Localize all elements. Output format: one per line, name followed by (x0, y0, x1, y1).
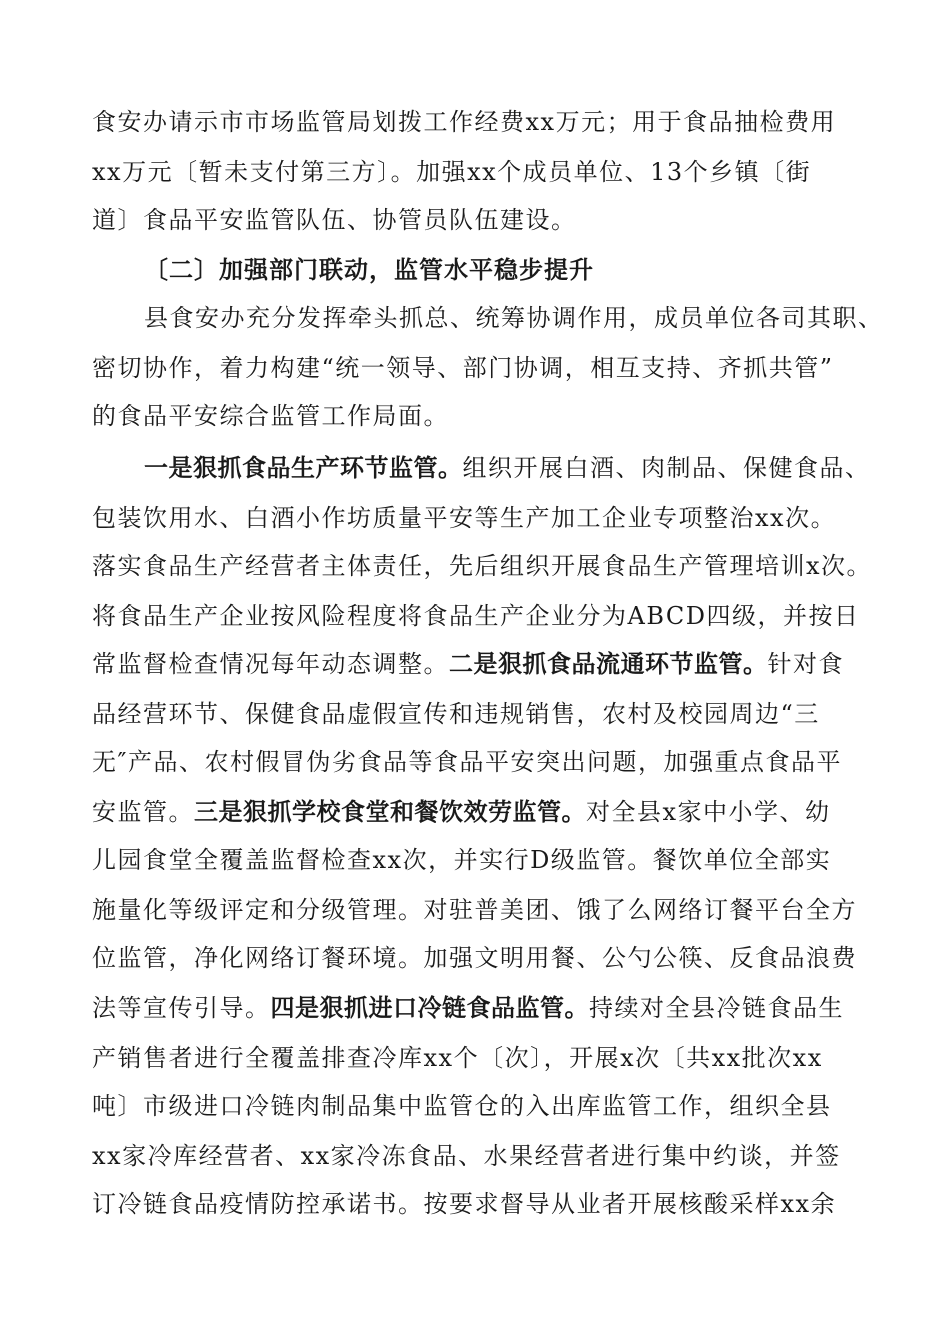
text-line: 订冷链食品疫情防控承诺书。按要求督导从业者开展核酸采样xx余 (92, 1190, 837, 1218)
text-line: 的食品平安综合监管工作局面。 (92, 402, 449, 430)
text-line: 县食安办充分发挥牵头抓总、统筹协调作用，成员单位各司其职、 (144, 304, 884, 332)
text-span: 持续对全县冷链食品生 (589, 994, 844, 1022)
text-span: 组织开展白酒、肉制品、保健食品、 (462, 454, 871, 482)
text-line: 落实食品生产经营者主体责任，先后组织开展食品生产管理培训x次。 (92, 552, 873, 580)
bold-lead-phrase: 一是狠抓食品生产环节监管。 (144, 454, 463, 482)
text-line: xx家冷库经营者、xx家冷冻食品、水果经营者进行集中约谈，并签 (92, 1142, 841, 1170)
text-line: 无″产品、农村假冒伪劣食品等食品平安突出问题，加强重点食品平 (92, 748, 842, 776)
paragraph-line (92, 984, 844, 1032)
text-span: 针对食 (767, 650, 844, 678)
paragraph-line (144, 444, 871, 492)
paragraph-line (92, 788, 831, 836)
text-line: 施量化等级评定和分级管理。对驻普美团、饿了么网络订餐平台全方 (92, 896, 857, 924)
text-span: 安监管。 (92, 798, 194, 826)
text-line: 道〕食品平安监管队伍、协管员队伍建设。 (92, 206, 577, 234)
text-line: 包装饮用水、白酒小作坊质量平安等生产加工企业专项整治xx次。 (92, 504, 837, 532)
bold-lead-phrase: 三是狠抓学校食堂和餐饮效劳监管。 (194, 798, 586, 826)
text-line: 吨〕市级进口冷链肉制品集中监管仓的入出库监管工作，组织全县 (92, 1092, 832, 1120)
text-line: xx万元〔暂未支付第三方〕。加强xx个成员单位、13个乡镇〔街 (92, 158, 812, 186)
paragraph-line (92, 640, 844, 688)
section-heading: 〔二〕加强部门联动，监管水平稳步提升 (144, 256, 594, 284)
text-span: 法等宣传引导。 (92, 994, 271, 1022)
text-span: 常监督检查情况每年动态调整。 (92, 650, 449, 678)
text-line: 将食品生产企业按风险程度将食品生产企业分为ABCD四级，并按日 (92, 602, 860, 630)
text-line: 儿园食堂全覆盖监督检查xx次，并实行D级监管。餐饮单位全部实 (92, 846, 832, 874)
bold-lead-phrase: 二是狠抓食品流通环节监管。 (449, 650, 768, 678)
text-line: 食安办请示市市场监管局划拨工作经费xx万元；用于食品抽检费用 (92, 108, 837, 136)
text-line: 品经营环节、保健食品虚假宣传和违规销售，农村及校园周边“三 (92, 700, 820, 728)
text-line: 位监管，净化网络订餐环境。加强文明用餐、公勺公筷、反食品浪费 (92, 944, 857, 972)
text-line: 密切协作，着力构建“统一领导、部门协调，相互支持、齐抓共管” (92, 354, 834, 382)
bold-lead-phrase: 四是狠抓进口冷链食品监管。 (270, 994, 589, 1022)
text-span: 对全县x家中小学、幼 (586, 798, 831, 826)
text-line: 产销售者进行全覆盖排查冷库xx个〔次〕，开展x次〔共xx批次xx (92, 1044, 823, 1072)
